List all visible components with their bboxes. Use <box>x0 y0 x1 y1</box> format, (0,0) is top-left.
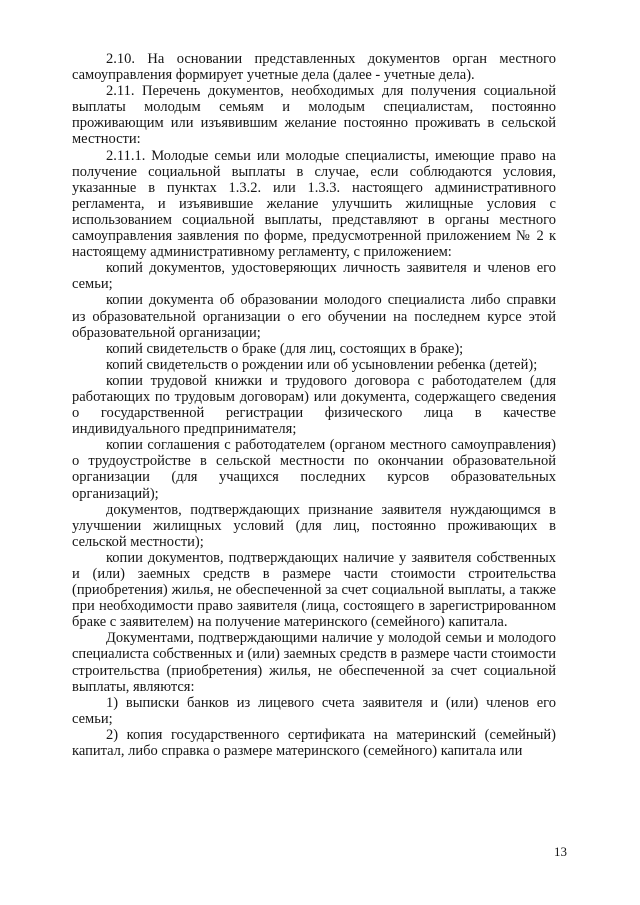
paragraph-2-10: 2.10. На основании представленных документов орган местного самоуправления формирует учетные дела (далее - учетные дела). <box>72 51 556 84</box>
page-number: 13 <box>554 844 567 859</box>
list-item-education-document: копии документа об образовании молодого специалиста либо справки из образовательной организации о его обучении на последнем курсе этой образовательной организации; <box>72 292 556 341</box>
list-item-housing-need-documents: документов, подтверждающих признание заявителя нуждающимся в улучшении жилищных условий (для лиц, постоянно проживающих в сельской местности); <box>72 501 556 550</box>
numbered-item-2: 2) копия государственного сертификата на материнский (семейный) капитал, либо справка о размере материнского (семейного) капитала или <box>72 726 556 760</box>
paragraph-funds-confirmation: Документами, подтверждающими наличие у молодой семьи и молодого специалиста собственных и (или) заемных средств в размере части стоимости строительства (приобретения) жилья, не обеспеченной за счет социальной выплаты, являются: <box>72 630 556 695</box>
paragraph-2-11-1: 2.11.1. Молодые семьи или молодые специалисты, имеющие право на получение социальной выплаты в случае, если соблюдаются условия, указанные в пунктах 1.3.2. или 1.3.3. настоящего административного регламента, и изъявившие желание улучшить жилищные условия с использованием социальной выплаты, представляют в органы местного самоуправления заявления по форме, предусмотренной приложением № 2 к настоящему административному регламенту, с приложением: <box>72 147 556 261</box>
list-item-marriage-certificates: копий свидетельств о браке (для лиц, состоящих в браке); <box>106 340 464 357</box>
numbered-item-1: 1) выписки банков из лицевого счета заявителя и (или) членов его семьи; <box>72 694 556 727</box>
document-body <box>72 51 556 759</box>
list-item-employment-documents: копии трудовой книжки и трудового договора с работодателем (для работающих по трудовым договорам) или документа, содержащего сведения о государственной регистрации физического лица в качестве индивидуального предпринимателя; <box>72 372 556 438</box>
list-item-birth-certificates: копий свидетельств о рождении или об усыновлении ребенка (детей); <box>106 356 538 373</box>
list-item-own-funds-documents: копии документов, подтверждающих наличие у заявителя собственных и (или) заемных средств в размере части стоимости строительства (приобретения) жилья, не обеспеченной за счет социальной выплаты, а также при необходимости право заявителя (лица, состоящего в зарегистрированном браке с заявителем) на получение материнского (семейного) капитала. <box>72 549 556 631</box>
list-item-employment-agreement: копии соглашения с работодателем (органом местного самоуправления) о трудоустройстве в сельской местности по окончании образовательной организации (для учащихся последних курсов образовательных организаций); <box>72 437 556 502</box>
list-item-identity-documents: копий документов, удостоверяющих личность заявителя и членов его семьи; <box>72 260 556 293</box>
paragraph-2-11: 2.11. Перечень документов, необходимых для получения социальной выплаты молодым семьям и молодым специалистам, постоянно проживающим или изъявившим желание постоянно проживать в сельской местности: <box>72 83 556 148</box>
